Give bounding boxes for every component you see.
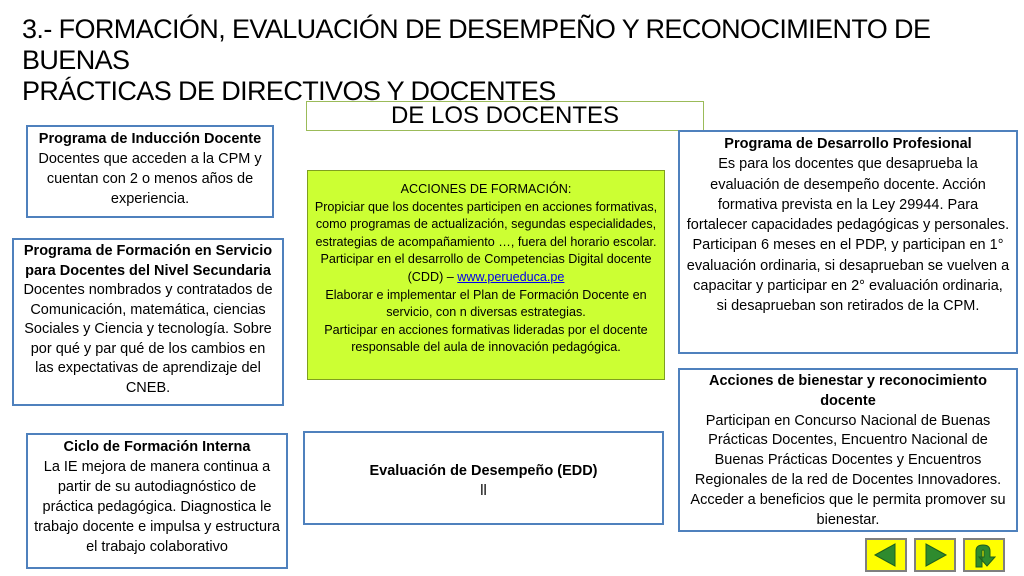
desarrollo-box	[678, 130, 1018, 354]
evaluacion-box	[303, 431, 664, 525]
ciclo-interna-box	[26, 433, 288, 569]
formacion-servicio-heading: Programa de Formación en Servicio para Docentes del Nivel Secundaria	[23, 243, 273, 279]
section-subtitle: DE LOS DOCENTES	[306, 101, 704, 131]
acciones-formacion-line-2-text: Participar en el desarrollo de Competencias Digital docente (CDD) –	[320, 252, 652, 284]
bienestar-heading: Acciones de bienestar y reconocimiento docente	[708, 373, 987, 409]
induccion-box	[26, 125, 274, 218]
arrow-left-icon	[871, 542, 901, 568]
return-icon	[969, 541, 999, 569]
title-line-1: 3.- FORMACIÓN, EVALUACIÓN DE DESEMPEÑO Y RECONOCIMIENTO DE BUENAS	[22, 14, 931, 75]
ciclo-interna-heading: Ciclo de Formación Interna	[63, 439, 251, 455]
prev-slide-button[interactable]	[865, 538, 907, 572]
desarrollo-heading: Programa de Desarrollo Profesional	[724, 136, 972, 152]
page-title	[22, 14, 1012, 107]
perueduca-link[interactable]: www.perueduca.pe	[457, 269, 565, 284]
acciones-formacion-line-4: Participar en acciones formativas lideradas por el docente responsable del aula de innovación pedagógica.	[324, 322, 648, 355]
induccion-heading: Programa de Inducción Docente	[38, 131, 262, 147]
bienestar-box	[678, 368, 1018, 532]
next-slide-button[interactable]	[914, 538, 956, 572]
induccion-body: Docentes que acceden a la CPM y cuentan con 2 o menos años de experiencia.	[38, 151, 262, 207]
arrow-right-icon	[920, 542, 950, 568]
acciones-formacion-line-2	[314, 251, 658, 286]
desarrollo-body-2: Participan 6 meses en el PDP, y participan en 1° evaluación ordinaria, si desaprueban se vuelven a capacitar y participar en 2° evaluación ordinaria, si desaprueban son retirados de la CPM.	[686, 237, 1010, 315]
desarrollo-body-1: Es para los docentes que desaprueba la evaluación de desempeño docente. Acción formativa prevista en la Ley 29944. Para fortalecer capacidades pedagógicas y personales.	[686, 156, 1010, 234]
acciones-formacion-line-3: Elaborar e implementar el Plan de Formación Docente en servicio, con n diversas estrategias.	[325, 287, 647, 320]
acciones-formacion-heading: ACCIONES DE FORMACIÓN:	[400, 182, 572, 196]
evaluacion-heading: Evaluación de Desempeño (EDD)	[369, 463, 598, 479]
ciclo-interna-body: La IE mejora de manera continua a partir de su autodiagnóstico de práctica pedagógica. Diagnostica le trabajo docente e impulsa y estructura el trabajo colaborativo	[34, 459, 280, 555]
formacion-servicio-body: Docentes nombrados y contratados de Comunicación, matemática, ciencias Sociales y Ciencia y tecnología. Sobre por qué y par qué de los cambios en las expectativas de aprendizaje del CNEB.	[23, 282, 273, 396]
bienestar-body: Participan en Concurso Nacional de Buenas Prácticas Docentes, Encuentro Nacional de Buenas Prácticas Docentes y Encuentros Regionales de la red de Docentes Innovadores. Acceder a beneficios que le permita promover su bienestar.	[690, 412, 1006, 528]
title-line-2: PRÁCTICAS DE DIRECTIVOS Y DOCENTES	[22, 76, 556, 106]
acciones-formacion-box	[307, 170, 665, 380]
acciones-formacion-line-1: Propiciar que los docentes participen en acciones formativas, como programas de actualización, segundas especialidades, estrategias de acompañamiento …, fuera del horario escolar.	[314, 199, 658, 249]
formacion-servicio-box	[12, 238, 284, 406]
return-button[interactable]	[963, 538, 1005, 572]
evaluacion-body: ll	[480, 483, 487, 499]
